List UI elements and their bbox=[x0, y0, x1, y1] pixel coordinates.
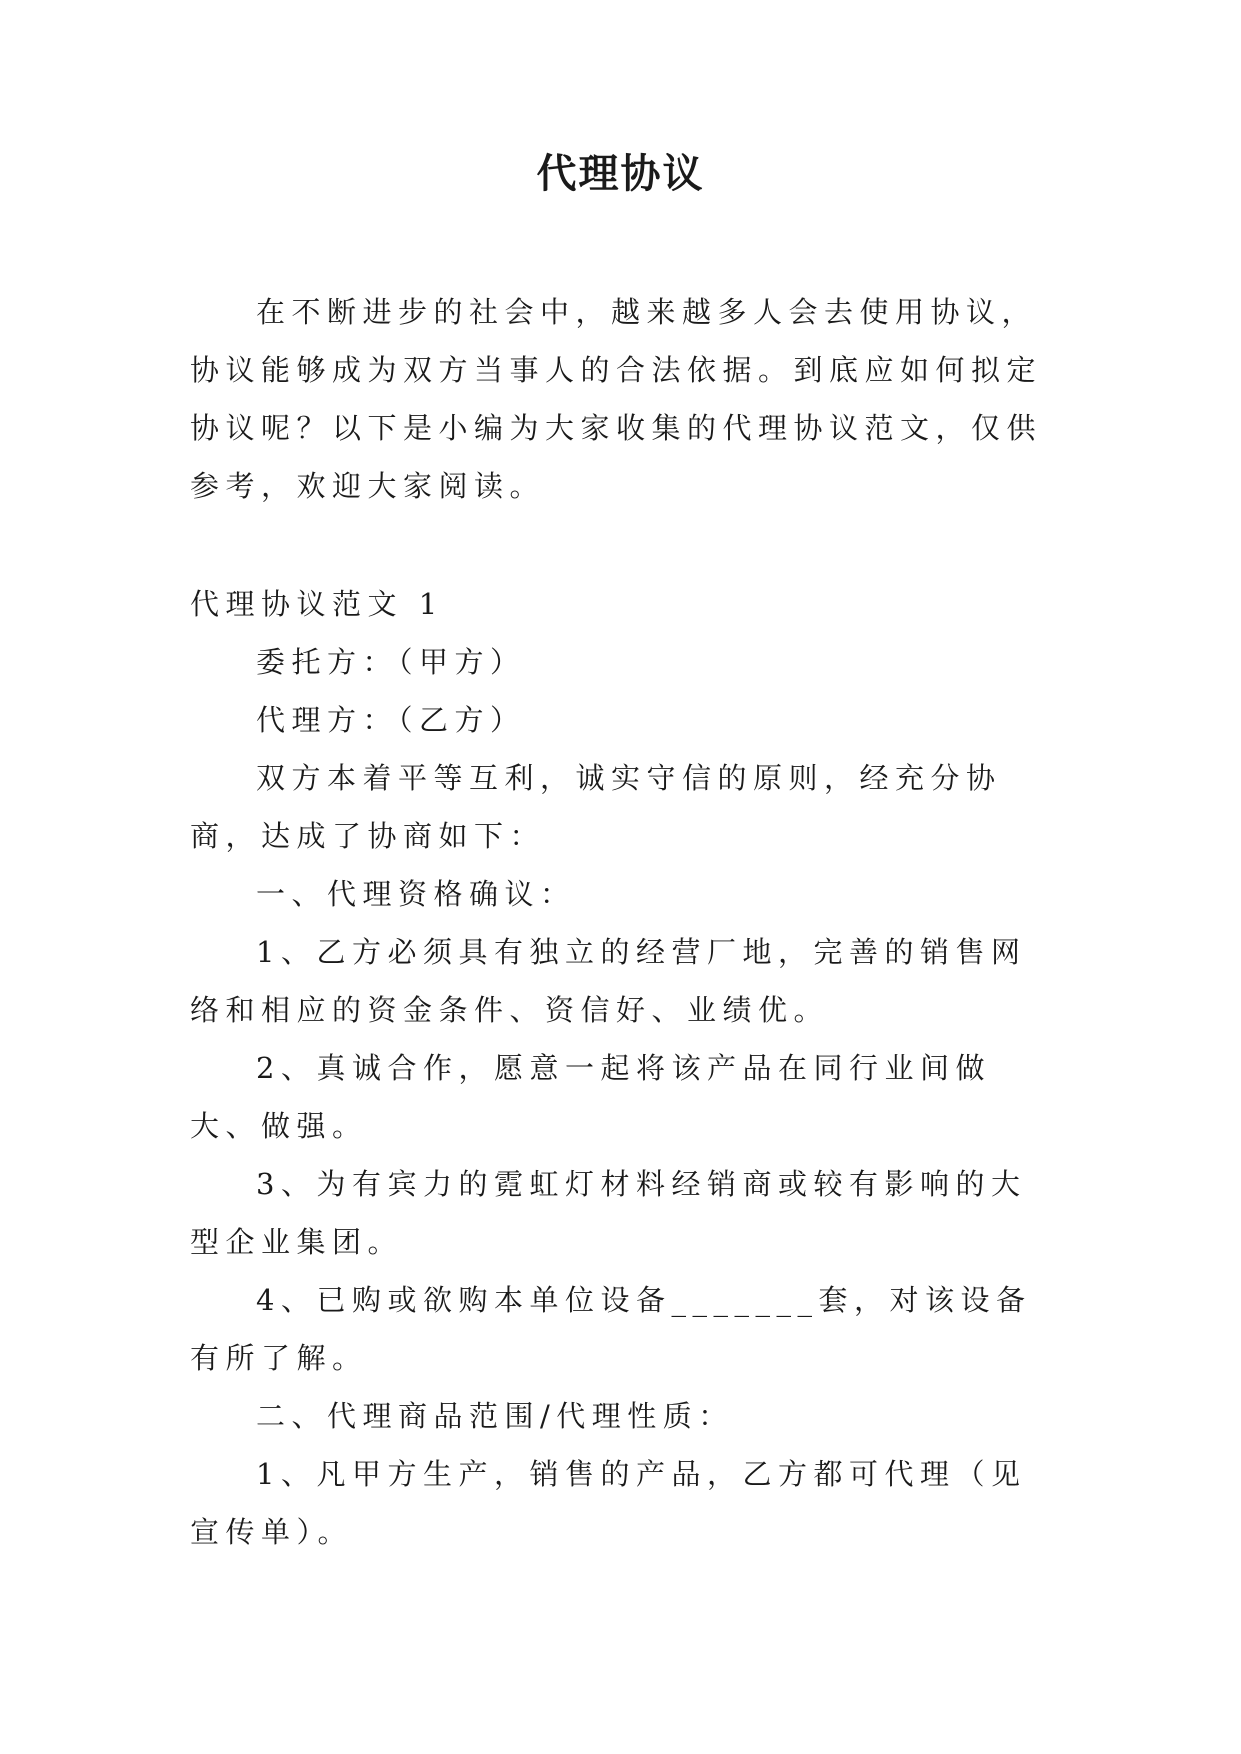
agent-party: 代理方：（乙方） bbox=[256, 703, 526, 737]
intro-paragraph: 在不断进步的社会中，越来越多人会去使用协议，协议能够成为双方当事人的合法依据。到底应如何拟定协议呢？以下是小编为大家收集的代理协议范文，仅供参考，欢迎大家阅读。 bbox=[190, 295, 1043, 503]
clause-1-item-1: 1、乙方必须具有独立的经营厂地，完善的销售网络和相应的资金条件、资信好、业绩优。 bbox=[190, 935, 1027, 1027]
clause-heading-2: 二、代理商品范围/代理性质： bbox=[256, 1399, 734, 1433]
clause-1-item-2: 2、真诚合作，愿意一起将该产品在同行业间做大、做强。 bbox=[190, 1051, 991, 1143]
intro-section bbox=[190, 283, 1048, 515]
clause-2-item-1: 1、凡甲方生产，销售的产品，乙方都可代理（见宣传单）。 bbox=[190, 1457, 1027, 1549]
clause-heading-1: 一、代理资格确议： bbox=[256, 877, 576, 911]
agreement-section bbox=[190, 575, 1048, 1561]
principal-party: 委托方：（甲方） bbox=[256, 645, 526, 679]
clause-1-item-3: 3、为有宾力的霓虹灯材料经销商或较有影响的大型企业集团。 bbox=[190, 1167, 1027, 1259]
document-title: 代理协议 bbox=[536, 151, 705, 197]
clause-1-item-4: 4、已购或欲购本单位设备_______套，对该设备有所了解。 bbox=[190, 1283, 1032, 1375]
agreement-preamble: 双方本着平等互利，诚实守信的原则，经充分协商，达成了协商如下： bbox=[190, 761, 1002, 853]
section-heading: 代理协议范文 1 bbox=[190, 587, 444, 621]
